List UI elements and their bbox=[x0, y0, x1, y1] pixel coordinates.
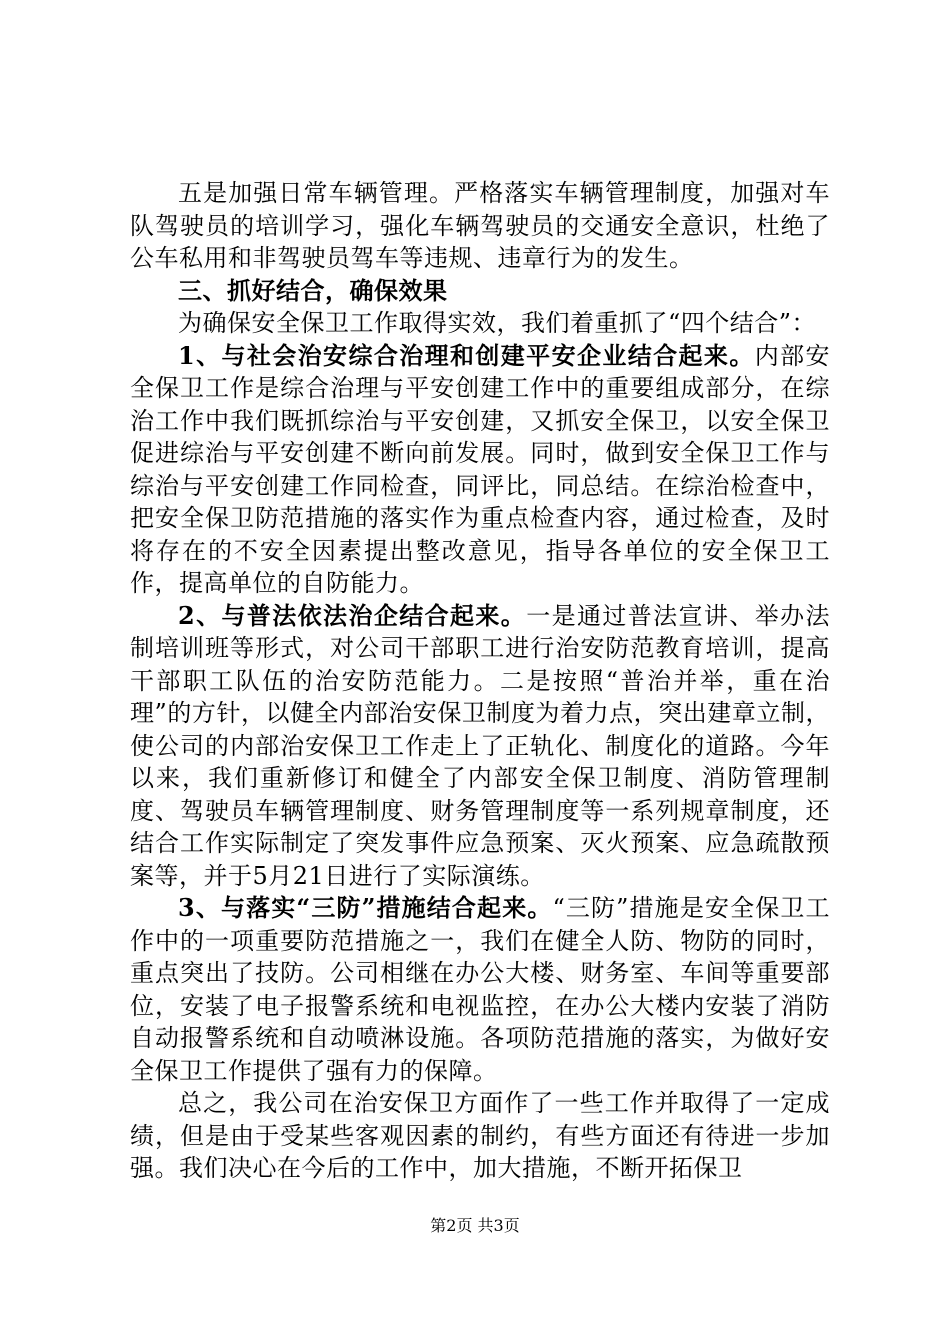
paragraph-lead: 1、与社会治安综合治理和创建平安企业结合起来。 bbox=[178, 340, 755, 370]
paragraph-summary bbox=[130, 1087, 830, 1185]
paragraph-text: 为确保安全保卫工作取得实效，我们着重抓了“四个结合”： bbox=[178, 309, 817, 337]
page-number-footer: 第2页 共3页 bbox=[430, 1216, 520, 1235]
paragraph-text: 内部安全保卫工作是综合治理与平安创建工作中的重要组成部分，在综治工作中我们既抓综治与平安创建，又抓安全保卫，以安全保卫促进综治与平安创建不断向前发展。同时，做到安全保卫工作与综治与平安创建工作同检查，同评比，同总结。在综治检查中，把安全保卫防范措施的落实作为重点检查内容，通过检查，及时将存在的不安全因素提出整改意见，指导各单位的安全保卫工作，提高单位的自防能力。 bbox=[130, 341, 831, 597]
paragraph-combination-1 bbox=[130, 340, 830, 600]
paragraph-text: 五是加强日常车辆管理。严格落实车辆管理制度，加强对车队驾驶员的培训学习，强化车辆驾驶员的交通安全意识，杜绝了公车私用和非驾驶员驾车等违规、违章行为的发生。 bbox=[130, 179, 830, 272]
document-body bbox=[130, 177, 830, 1185]
paragraph-text: “三防”措施是安全保卫工作中的一项重要防范措施之一，我们在健全人防、物防的同时，重点突出了技防。公司相继在办公大楼、财务室、车间等重要部位，安装了电子报警系统和电视监控，在办公大楼内安装了消防自动报警系统和自动喷淋设施。各项防范措施的落实，为做好安全保卫工作提供了强有力的保障。 bbox=[130, 894, 830, 1085]
paragraph-text: 总之，我公司在治安保卫方面作了一些工作并取得了一定成绩，但是由于受某些客观因素的制约，有些方面还有待进一步加强。我们决心在今后的工作中，加大措施，不断开拓保卫 bbox=[130, 1089, 830, 1182]
paragraph-text: 一是通过普法宣讲、举办法制培训班等形式，对公司干部职工进行治安防范教育培训，提高干部职工队伍的治安防范能力。二是按照“普治并举，重在治理”的方针，以健全内部治安保卫制度为着力点，突出建章立制，使公司的内部治安保卫工作走上了正轨化、制度化的道路。今年以来，我们重新修订和健全了内部安全保卫制度、消防管理制度、驾驶员车辆管理制度、财务管理制度等一系列规章制度，还结合工作实际制定了突发事件应急预案、灭火预案、应急疏散预案等，并于5月21日进行了实际演练。 bbox=[130, 601, 830, 890]
paragraph-combination-3 bbox=[130, 892, 830, 1087]
paragraph-intro bbox=[130, 307, 830, 340]
section-heading-text: 三、抓好结合，确保效果 bbox=[178, 275, 448, 305]
section-heading bbox=[130, 275, 830, 308]
paragraph-combination-2 bbox=[130, 600, 830, 893]
paragraph-lead: 2、与普法依法治企结合起来。 bbox=[178, 600, 527, 630]
paragraph-vehicle-management bbox=[130, 177, 830, 275]
paragraph-lead: 3、与落实“三防”措施结合起来。 bbox=[178, 893, 553, 922]
